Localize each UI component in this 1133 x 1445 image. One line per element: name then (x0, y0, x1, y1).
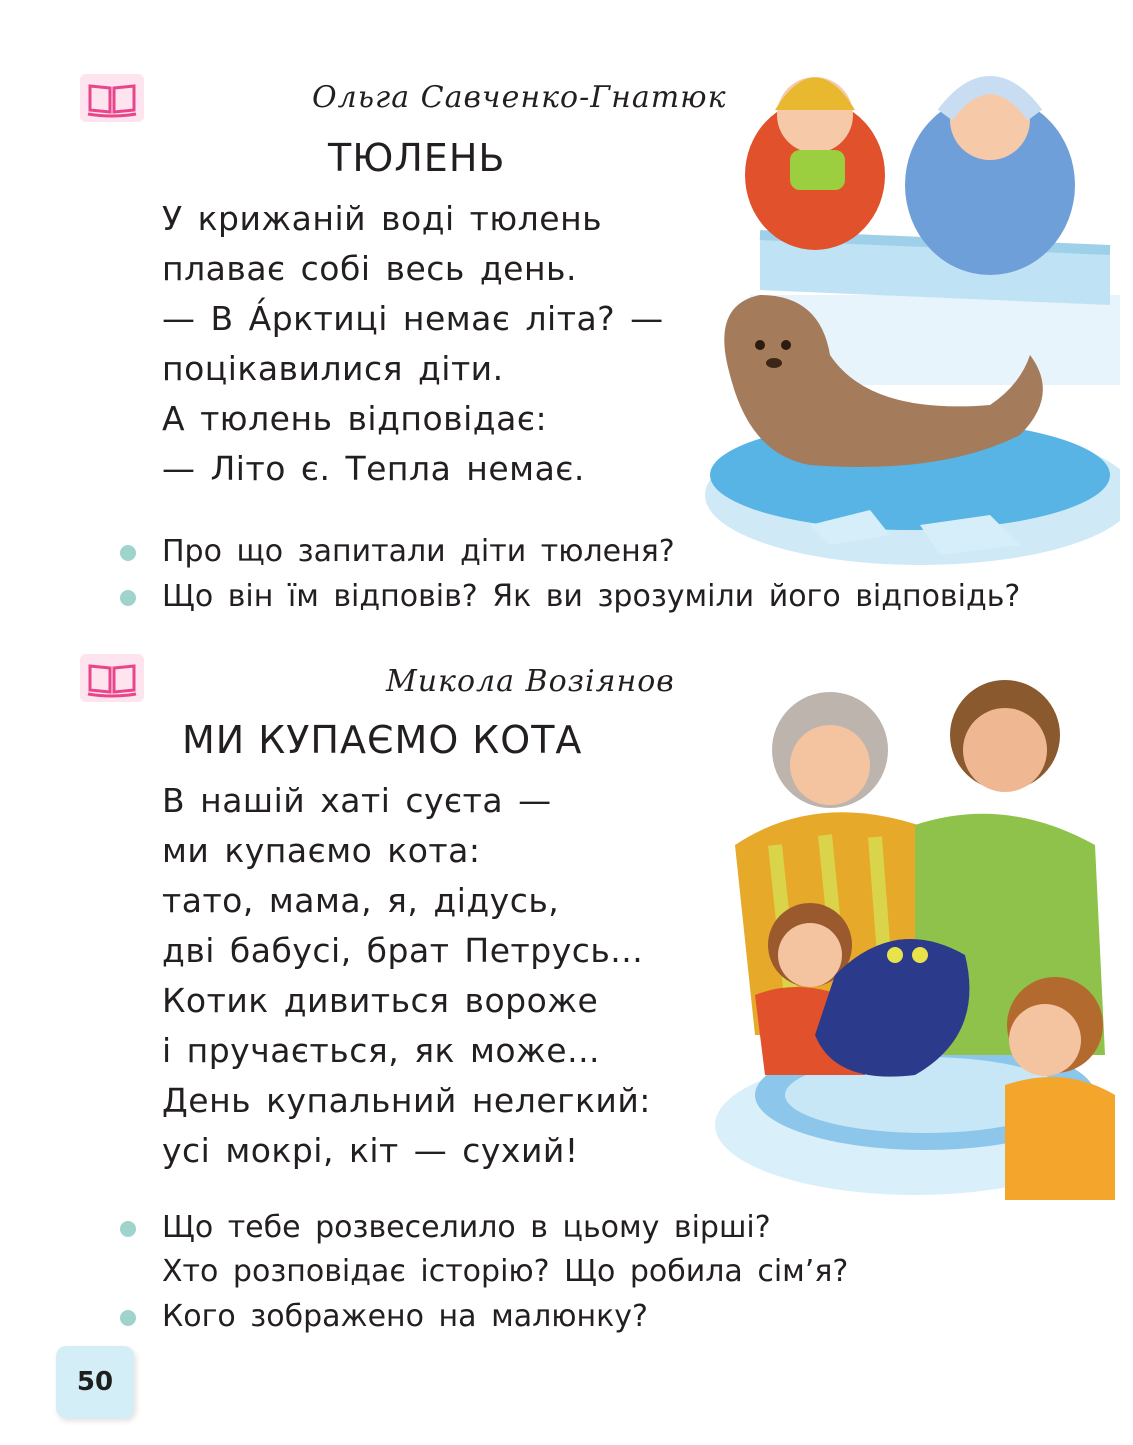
poem1-verse (162, 194, 664, 494)
poem2-title: МИ КУПАЄМО КОТА (182, 718, 583, 762)
verse-line: — Літо є. Тепла немає. (162, 449, 585, 488)
open-book-icon (78, 70, 146, 126)
family-bathing-cat-illustration (715, 655, 1115, 1200)
poem2-question-3: Кого зображено на малюнку? (162, 1299, 648, 1334)
poem1-question-1: Про що запитали діти тюленя? (162, 534, 675, 569)
page-number-box (56, 1346, 134, 1418)
question-bullet (120, 590, 136, 606)
poem1-title: ТЮЛЕНЬ (328, 136, 506, 180)
question-bullet (120, 1221, 136, 1237)
poem2-question-1: Що тебе розвеселило в цьому вірші? (162, 1210, 771, 1245)
verse-line: — В А́рктиці немає літа? — (162, 299, 664, 338)
verse-line: Котик дивиться вороже (162, 981, 599, 1020)
question-bullet (120, 1310, 136, 1326)
poem2-question-2: Хто розповідає історію? Що робила сім’я? (162, 1254, 849, 1289)
question-bullet (120, 545, 136, 561)
poem2-verse (162, 776, 651, 1176)
verse-line: усі мокрі, кіт — сухий! (162, 1131, 579, 1170)
verse-line: День купальний нелегкий: (162, 1081, 651, 1120)
verse-line: ми купаємо кота: (162, 831, 481, 870)
verse-line: В нашій хаті суєта — (162, 781, 552, 820)
poem1-question-2: Що він їм відповів? Як ви зрозуміли його відповідь? (162, 579, 1021, 614)
open-book-icon (78, 650, 146, 706)
seal-illustration (690, 55, 1120, 575)
verse-line: плаває собі весь день. (162, 249, 577, 288)
page-number: 50 (76, 1367, 114, 1397)
verse-line: тато, мама, я, дідусь, (162, 881, 560, 920)
poem2-author: Микола Возіянов (386, 664, 675, 699)
verse-line: поцікавилися діти. (162, 349, 504, 388)
verse-line: дві бабусі, брат Петрусь... (162, 931, 644, 970)
poem1-author: Ольга Савченко-Гнатюк (312, 80, 727, 115)
verse-line: А тюлень відповідає: (162, 399, 548, 438)
verse-line: У крижаній воді тюлень (162, 199, 603, 238)
verse-line: і пручається, як може... (162, 1031, 601, 1070)
